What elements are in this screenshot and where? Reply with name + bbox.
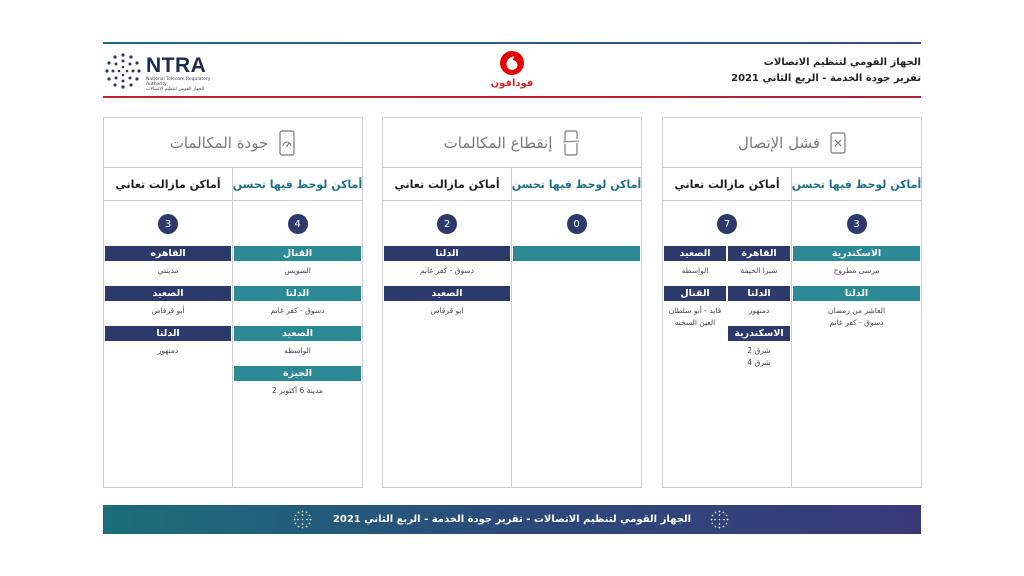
panel-title xyxy=(104,118,362,168)
panel-call-drop xyxy=(382,117,642,488)
location-item: مدينتي xyxy=(157,266,179,275)
org-title: الجهاز القومي لتنظيم الاتصالات xyxy=(763,57,921,68)
vodafone-icon xyxy=(499,50,525,76)
improved-column xyxy=(792,168,921,487)
header-bottom-rule xyxy=(103,96,921,98)
ntra-emblem-icon xyxy=(104,52,142,90)
suffering-count-badge: 3 xyxy=(158,214,178,234)
location-item: دمنهور xyxy=(748,306,770,315)
region-header: الدلتا xyxy=(234,286,361,301)
location-item: الواسطه xyxy=(284,346,311,355)
panel-title xyxy=(663,118,921,168)
location-item: مدينة 6 أكتوبر 2 xyxy=(271,386,324,395)
suffering-count-badge: 2 xyxy=(437,214,457,234)
improved-column xyxy=(512,168,641,487)
location-item: شبرا الخيمة xyxy=(740,266,778,275)
region-header: القاهرة xyxy=(728,246,790,261)
suffering-header: أماكن مازالت تعاني xyxy=(104,168,232,201)
footer-bar xyxy=(103,505,921,534)
location-item: مرسى مطروح xyxy=(833,266,880,275)
region-header: الدلتا xyxy=(728,286,790,301)
improved-count-badge: 0 xyxy=(567,214,587,234)
region-header: القنال xyxy=(664,286,726,301)
improved-header: أماكن لوحظ فيها تحسن xyxy=(512,168,641,201)
location-item: فايد - أبو سلطان xyxy=(668,306,722,315)
region-header: الدلتا xyxy=(793,286,920,301)
ntra-logo-text: NTRA xyxy=(146,54,207,77)
ntra-logo-subtitle xyxy=(146,77,226,92)
header-titles xyxy=(731,55,921,87)
region-header: الصعيد xyxy=(105,286,231,301)
ntra-emblem-icon xyxy=(293,510,312,529)
ntra-logo-ar: الجهاز القومي لتنظيم الاتصالات xyxy=(146,87,205,92)
suffering-entries xyxy=(664,246,790,371)
panel-title-text: جودة المكالمات xyxy=(169,133,269,152)
location-item: دمنهور xyxy=(157,346,179,355)
region-header: الدلتا xyxy=(105,326,231,341)
suffering-subcolumn-right xyxy=(728,246,790,371)
ntra-emblem-icon xyxy=(710,510,729,529)
suffering-column xyxy=(104,168,233,487)
panel-title xyxy=(383,118,641,168)
suffering-header: أماكن مازالت تعاني xyxy=(663,168,791,201)
location-item: العاشر من رمضان xyxy=(827,306,886,315)
location-item: شرق 2 xyxy=(747,346,771,355)
panel-title-text: فشل الإتصال xyxy=(737,133,821,152)
suffering-column xyxy=(383,168,512,487)
improved-header: أماكن لوحظ فيها تحسن xyxy=(233,168,362,201)
location-item: دسوق - كفر غانم xyxy=(420,266,474,275)
improved-count-badge: 4 xyxy=(288,214,308,234)
improved-header: أماكن لوحظ فيها تحسن xyxy=(792,168,921,201)
location-item: السويس xyxy=(284,266,311,275)
location-item: دسوق - كفر غانم xyxy=(829,318,884,327)
region-header: الاسكندرية xyxy=(793,246,920,261)
region-header: الصعيد xyxy=(664,246,726,261)
report-title: تقرير جودة الخدمة - الربع الثاني 2021 xyxy=(731,73,921,84)
location-item: أبو قرقاص xyxy=(151,306,185,315)
panel-call-failure xyxy=(662,117,922,488)
region-header: الجيزة xyxy=(234,366,361,381)
phone-gauge-icon xyxy=(278,130,296,156)
region-header: الاسكندرية xyxy=(728,326,790,341)
phone-broken-icon xyxy=(562,130,580,156)
suffering-count-badge: 7 xyxy=(717,214,737,234)
region-header: القنال xyxy=(234,246,361,261)
location-item: دسوق - كفر غانم xyxy=(270,306,325,315)
improved-count-badge: 3 xyxy=(847,214,867,234)
suffering-column xyxy=(663,168,792,487)
vodafone-logo xyxy=(488,50,536,94)
footer-text: الجهاز القومي لتنظيم الاتصالات - تقرير جودة الخدمة - الربع الثاني 2021 xyxy=(332,514,692,525)
phone-x-icon xyxy=(830,132,846,154)
region-header: الصعيد xyxy=(234,326,361,341)
region-header: الدلتا xyxy=(384,246,510,261)
location-item: الواسطه xyxy=(681,266,709,275)
panel-call-quality xyxy=(103,117,363,488)
operator-name: فودافون xyxy=(490,78,534,89)
suffering-header: أماكن مازالت تعاني xyxy=(383,168,511,201)
suffering-entries xyxy=(384,246,510,326)
region-header: الصعيد xyxy=(384,286,510,301)
location-item: ابو قرقاص xyxy=(430,306,464,315)
improved-entries xyxy=(513,246,640,264)
suffering-entries xyxy=(105,246,231,366)
location-item: شرق 4 xyxy=(747,358,771,367)
region-header-empty xyxy=(513,246,640,261)
improved-entries xyxy=(793,246,920,331)
ntra-logo-en: National Telecom Regulatory Authority xyxy=(146,77,211,87)
header-top-rule xyxy=(103,42,921,44)
improved-column xyxy=(233,168,362,487)
location-item: العين السخنه xyxy=(674,318,716,327)
suffering-subcolumn-left xyxy=(664,246,726,371)
improved-entries xyxy=(234,246,361,406)
ntra-logo xyxy=(104,52,224,92)
region-header: القاهره xyxy=(105,246,231,261)
panel-title-text: إنقطاع المكالمات xyxy=(443,133,553,152)
